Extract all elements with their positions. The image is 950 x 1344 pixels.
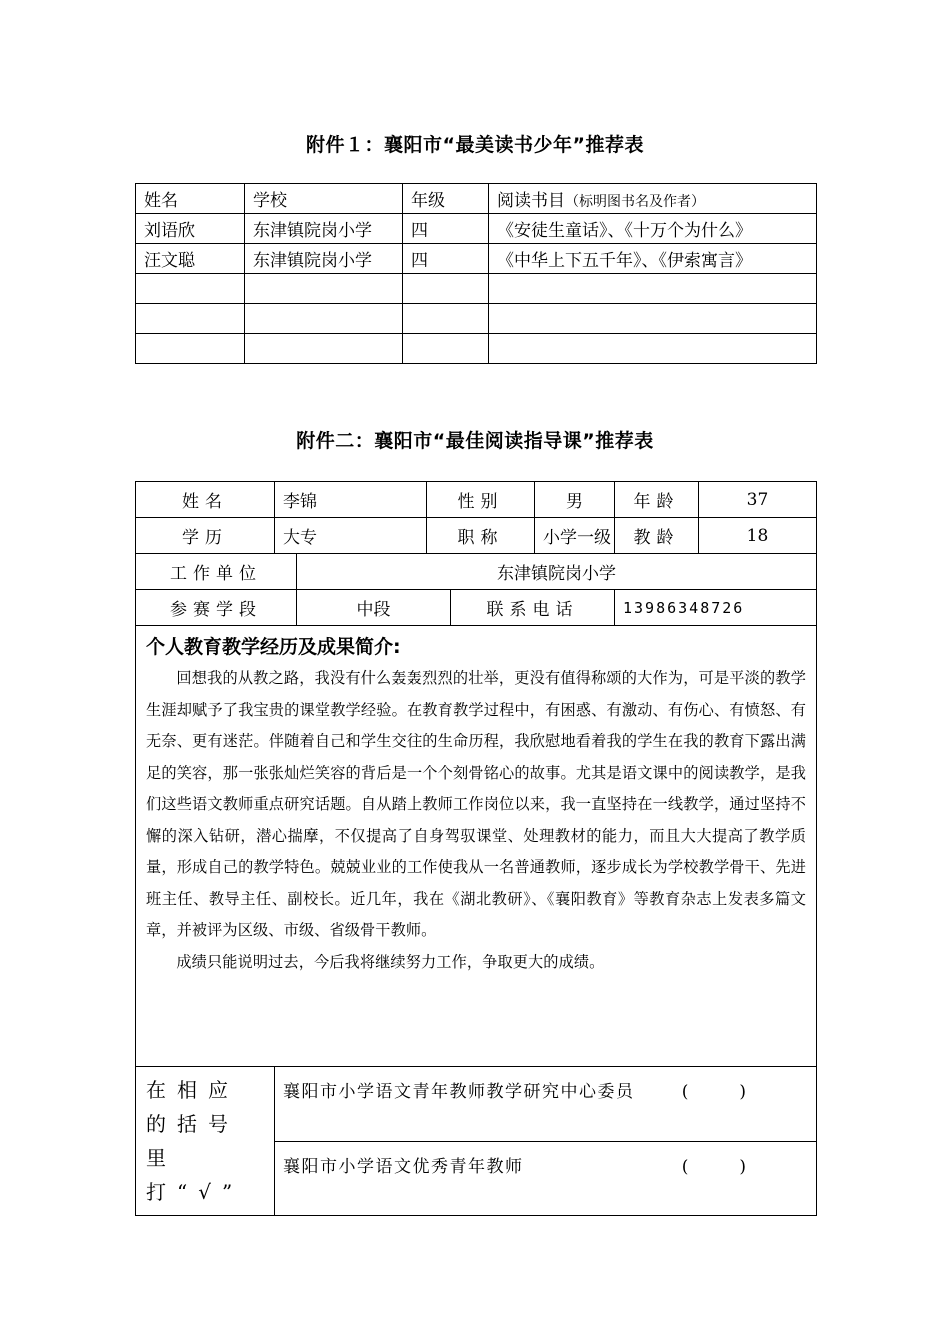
label-stage: 参赛学段 [136,590,297,626]
value-work-unit: 东津镇院岗小学 [297,554,817,590]
value-teaching-years: 18 [699,518,817,554]
header-name: 姓名 [136,184,245,214]
check-item [275,1141,817,1216]
label-phone: 联系电话 [451,590,615,626]
check-item [275,1067,817,1142]
empty-cell [245,274,403,304]
student-grade: 四 [403,214,489,244]
student-school: 东津镇院岗小学 [245,214,403,244]
table-header-row [136,184,817,214]
header-grade: 年级 [403,184,489,214]
info-row-1 [136,482,817,518]
intro-cell [136,626,817,1067]
empty-cell [489,274,817,304]
label-work-unit: 工作单位 [136,554,297,590]
header-school: 学校 [245,184,403,214]
empty-cell [245,304,403,334]
intro-heading: 个人教育教学经历及成果简介: [146,636,401,658]
label-education: 学历 [136,518,275,554]
check-item-text: 襄阳市小学语文优秀青年教师 [283,1156,524,1177]
value-phone: 13986348726 [615,590,817,626]
student-books: 《安徒生童话》、《十万个为什么》 [489,214,817,244]
empty-cell [403,334,489,364]
empty-cell [136,304,245,334]
value-name: 李锦 [275,482,427,518]
value-gender: 男 [535,482,615,518]
empty-cell [403,304,489,334]
student-name: 刘语欣 [136,214,245,244]
empty-cell [403,274,489,304]
empty-cell [136,334,245,364]
info-row-4 [136,590,817,626]
check-box[interactable]: ( ) [681,1082,746,1102]
label-teaching-years: 教龄 [615,518,699,554]
check-box[interactable]: ( ) [681,1156,746,1177]
empty-cell [245,334,403,364]
student-books: 《中华上下五千年》、《伊索寓言》 [489,244,817,274]
label-title: 职称 [427,518,535,554]
label-age: 年龄 [615,482,699,518]
label-name: 姓名 [136,482,275,518]
table-row [136,214,817,244]
header-books-label: 阅读书目 [497,191,565,211]
table-row [136,244,817,274]
empty-row [136,304,817,334]
student-school: 东津镇院岗小学 [245,244,403,274]
empty-row [136,274,817,304]
value-education: 大专 [275,518,427,554]
form1-title: 附件１：襄阳市“最美读书少年”推荐表 [306,134,644,156]
empty-cell [136,274,245,304]
intro-paragraph: 成绩只能说明过去，今后我将继续努力工作，争取更大的成绩。 [176,952,605,971]
empty-row [136,334,817,364]
student-grade: 四 [403,244,489,274]
value-stage: 中段 [297,590,451,626]
info-row-3 [136,554,817,590]
header-books-note: （标明图书名及作者） [565,194,705,210]
empty-cell [489,334,817,364]
lesson-recommendation-table [135,481,817,1216]
label-gender: 性别 [427,482,535,518]
check-row-1 [136,1067,817,1142]
value-age: 37 [699,482,817,518]
check-item-text: 襄阳市小学语文青年教师教学研究中心委员 [283,1082,635,1102]
intro-paragraph: 回想我的从教之路，我没有什么轰轰烈烈的壮举，更没有值得称颂的大作为，可是平淡的教学生涯却赋予了我宝贵的课堂教学经验。在教育教学过程中，有困惑、有激动、有伤心、有愤怒、有无奈、更有迷茫。伴随着自己和学生交往的生命历程，我欣慰地看着我的学生在我的教育下露出满足的笑容，那一张张灿烂笑容的背后是一个个刻骨铭心的故事。尤其是语文课中的阅读教学，是我们这些语文教师重点研究话题。自从踏上教师工作岗位以来，我一直坚持在一线教学，通过坚持不懈的深入钻研，潜心揣摩，不仅提高了自身驾驭课堂、处理教材的能力，而且大大提高了教学质量，形成自己的教学特色。兢兢业业的工作使我从一名普通教师，逐步成长为学校教学骨干、先进班主任、教导主任、副校长。近几年，我在《湖北教研》、《襄阳教育》等教育杂志上发表多篇文章，并被评为区级、市级、省级骨干教师。 [146,669,806,939]
student-name: 汪文聪 [136,244,245,274]
header-books [489,184,817,214]
info-row-2 [136,518,817,554]
reader-recommendation-table [135,183,817,364]
value-title: 小学一级 [535,518,615,554]
form2-title: 附件二：襄阳市“最佳阅读指导课”推荐表 [296,430,654,452]
empty-cell [489,304,817,334]
check-instruction: 在相应的括号里打“√” [136,1067,275,1216]
intro-row [136,626,817,1067]
